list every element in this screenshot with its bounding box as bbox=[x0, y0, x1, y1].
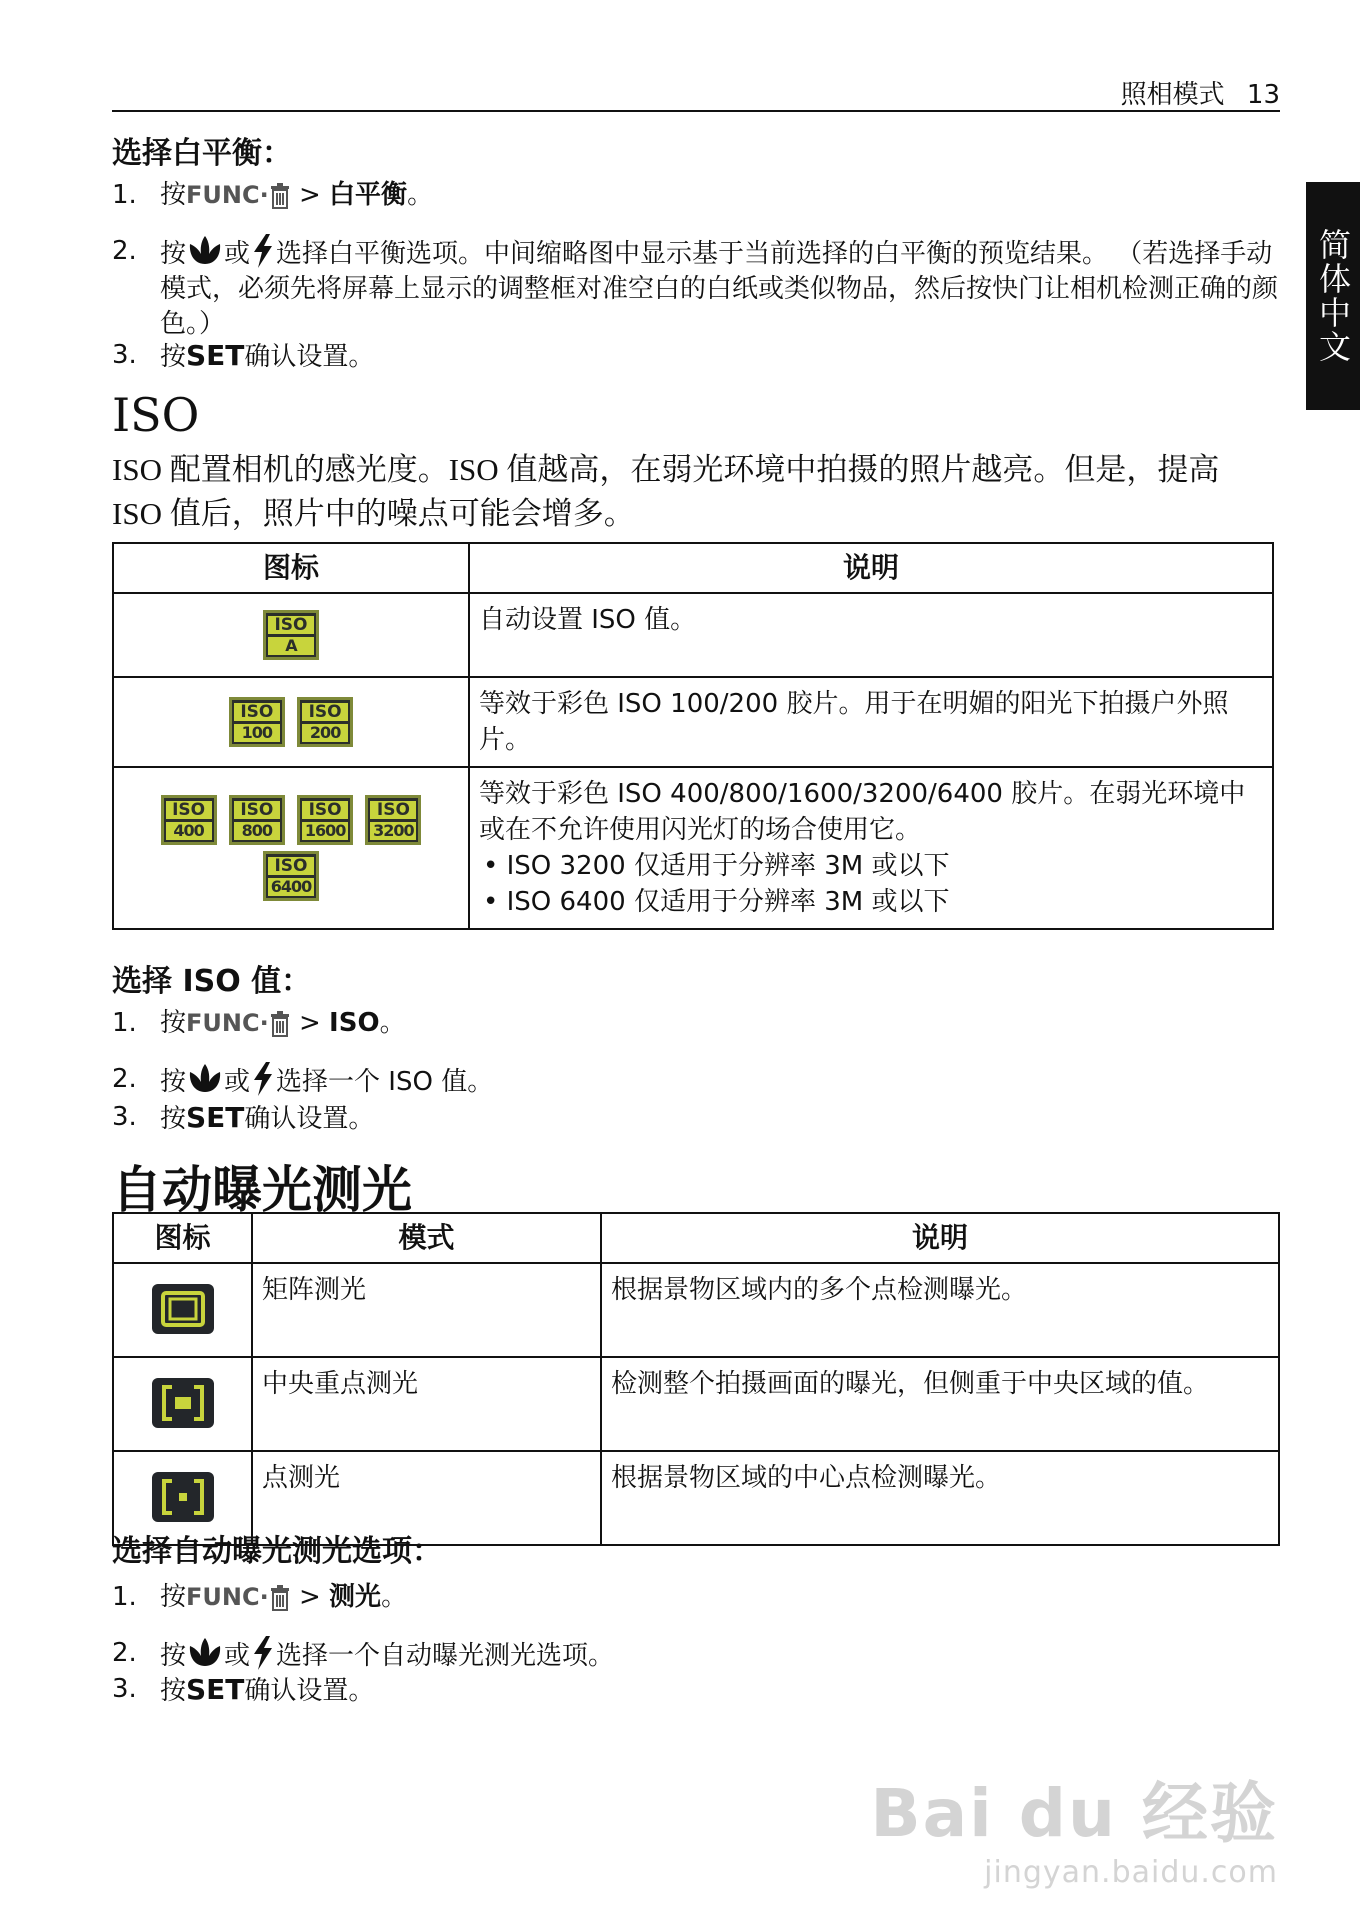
iso-3200-icon: ISO 3200 bbox=[365, 795, 421, 845]
step-number: 3. bbox=[112, 1674, 137, 1704]
wb-step-2 bbox=[0, 234, 1300, 344]
iso-1600-icon: ISO 1600 bbox=[297, 795, 353, 845]
trash-icon bbox=[269, 1011, 291, 1037]
desc-cell: 自动设置 ISO 值。 bbox=[469, 593, 1273, 677]
or-label: 或 bbox=[224, 239, 251, 269]
iso-400-icon: ISO 400 bbox=[161, 795, 217, 845]
press-label: 按 bbox=[160, 1641, 187, 1671]
press-label: 按 bbox=[160, 1067, 187, 1097]
table-row bbox=[113, 1263, 1279, 1357]
trash-icon bbox=[269, 1585, 291, 1611]
bullet-item: • ISO 3200 仅适用于分辨率 3M 或以下 bbox=[483, 851, 950, 881]
press-label: 按 bbox=[160, 1676, 187, 1706]
icon-cell bbox=[113, 1263, 252, 1357]
iso-heading: ISO bbox=[112, 388, 200, 442]
desc-cell: 等效于彩色 ISO 100/200 胶片。用于在明媚的阳光下拍摄户外照片。 bbox=[469, 677, 1273, 767]
iso-6400-icon: ISO 6400 bbox=[263, 851, 319, 901]
period: 。 bbox=[379, 1008, 406, 1038]
matrix-metering-icon bbox=[152, 1284, 214, 1334]
step-number: 3. bbox=[112, 340, 137, 370]
col-header-icon: 图标 bbox=[113, 1213, 252, 1263]
watermark bbox=[870, 1760, 1278, 1890]
set-button-label: SET bbox=[186, 1101, 245, 1134]
page-number: 13 bbox=[1246, 80, 1280, 110]
col-header-mode: 模式 bbox=[252, 1213, 601, 1263]
iso-800-icon: ISO 800 bbox=[229, 795, 285, 845]
table-row bbox=[113, 1357, 1279, 1451]
func-button-label: FUNC· bbox=[186, 1009, 269, 1037]
iso-step-1 bbox=[0, 1006, 1300, 1046]
step-text: 确认设置。 bbox=[244, 1104, 375, 1134]
arrow-sep: > bbox=[298, 1582, 321, 1612]
col-header-desc: 说明 bbox=[469, 543, 1273, 593]
center-weighted-metering-icon bbox=[152, 1378, 214, 1428]
press-label: 按 bbox=[160, 1104, 187, 1134]
ae-step-2 bbox=[0, 1636, 1300, 1676]
iso-select-title: 选择 ISO 值： bbox=[112, 964, 312, 999]
set-button-label: SET bbox=[186, 339, 245, 372]
watermark-brand: Bai du 经验 bbox=[870, 1775, 1278, 1852]
spot-metering-icon bbox=[152, 1472, 214, 1522]
col-header-icon: 图标 bbox=[113, 543, 469, 593]
step-number: 1. bbox=[112, 180, 137, 210]
step-number: 2. bbox=[112, 1638, 137, 1668]
col-header-desc: 说明 bbox=[601, 1213, 1279, 1263]
icon-cell bbox=[113, 677, 469, 767]
macro-flower-icon bbox=[186, 1062, 224, 1096]
flash-icon bbox=[250, 1636, 276, 1670]
step-text: 确认设置。 bbox=[244, 1676, 375, 1706]
step-text: 选择一个 ISO 值。 bbox=[276, 1067, 494, 1097]
bullet-item: • ISO 6400 仅适用于分辨率 3M 或以下 bbox=[483, 887, 950, 917]
menu-target: ISO bbox=[329, 1008, 380, 1038]
header-section: 照相模式 bbox=[1120, 80, 1225, 110]
macro-flower-icon bbox=[186, 234, 224, 268]
iso-step-2 bbox=[0, 1062, 1300, 1102]
ae-step-3 bbox=[0, 1672, 1300, 1712]
or-label: 或 bbox=[224, 1641, 251, 1671]
step-number: 2. bbox=[112, 236, 137, 266]
icon-cell bbox=[113, 1357, 252, 1451]
header-rule bbox=[112, 110, 1280, 112]
step-number: 3. bbox=[112, 1102, 137, 1132]
table-header-row bbox=[113, 543, 1273, 593]
wb-title: 选择白平衡： bbox=[112, 136, 292, 171]
ae-select-title: 选择自动曝光测光选项： bbox=[112, 1534, 442, 1569]
press-label: 按 bbox=[160, 342, 187, 372]
mode-cell: 矩阵测光 bbox=[252, 1263, 601, 1357]
iso-table bbox=[112, 542, 1274, 930]
desc-cell: 根据景物区域内的多个点检测曝光。 bbox=[601, 1263, 1279, 1357]
step-number: 1. bbox=[112, 1008, 137, 1038]
iso-100-icon: ISO 100 bbox=[229, 697, 285, 747]
desc-cell: 检测整个拍摄画面的曝光，但侧重于中央区域的值。 bbox=[601, 1357, 1279, 1451]
func-button-label: FUNC· bbox=[186, 1583, 269, 1611]
step-text: 确认设置。 bbox=[244, 342, 375, 372]
period: 。 bbox=[407, 180, 434, 210]
table-header-row bbox=[113, 1213, 1279, 1263]
step-number: 1. bbox=[112, 1582, 137, 1612]
step-number: 2. bbox=[112, 1064, 137, 1094]
iso-step-3 bbox=[0, 1100, 1300, 1140]
ae-table bbox=[112, 1212, 1280, 1546]
icon-cell bbox=[113, 767, 469, 929]
period: 。 bbox=[381, 1582, 408, 1612]
page-header bbox=[1107, 74, 1280, 111]
menu-target: 白平衡 bbox=[329, 180, 408, 210]
wb-step-3 bbox=[0, 338, 1300, 378]
set-button-label: SET bbox=[186, 1673, 245, 1706]
trash-icon bbox=[269, 183, 291, 209]
table-row bbox=[113, 767, 1273, 929]
macro-flower-icon bbox=[186, 1636, 224, 1670]
desc-cell bbox=[469, 767, 1273, 929]
flash-icon bbox=[250, 1062, 276, 1096]
press-label: 按 bbox=[160, 1008, 187, 1038]
desc-text: 等效于彩色 ISO 400/800/1600/3200/6400 胶片。在弱光环境中或在不允许使用闪光灯的场合使用它。 bbox=[479, 779, 1246, 845]
press-label: 按 bbox=[160, 239, 187, 269]
desc-cell: 根据景物区域的中心点检测曝光。 bbox=[601, 1451, 1279, 1545]
language-tab: 简体中文 bbox=[1306, 182, 1360, 410]
step-text: 选择白平衡选项。中间缩略图中显示基于当前选择的白平衡的预览结果。 （若选择手动模式，必须先将屏幕上显示的调整框对准空白的白纸或类似物品，然后按快门让相机检测正确的颜色。） bbox=[160, 239, 1279, 339]
press-label: 按 bbox=[160, 180, 187, 210]
wb-step-1 bbox=[0, 178, 1300, 218]
iso-description: ISO 配置相机的感光度。ISO 值越高，在弱光环境中拍摄的照片越亮。但是，提高 ISO 值后，照片中的噪点可能会增多。 bbox=[112, 452, 1220, 531]
watermark-url: jingyan.baidu.com bbox=[984, 1855, 1278, 1890]
step-text: 选择一个自动曝光测光选项。 bbox=[276, 1641, 615, 1671]
press-label: 按 bbox=[160, 1582, 187, 1612]
arrow-sep: > bbox=[298, 180, 321, 210]
table-row bbox=[113, 677, 1273, 767]
arrow-sep: > bbox=[298, 1008, 321, 1038]
menu-target: 测光 bbox=[329, 1582, 382, 1612]
ae-step-1 bbox=[0, 1580, 1300, 1620]
flash-icon bbox=[250, 234, 276, 268]
iso-200-icon: ISO 200 bbox=[297, 697, 353, 747]
func-button-label: FUNC· bbox=[186, 181, 269, 209]
mode-cell: 点测光 bbox=[252, 1451, 601, 1545]
table-row bbox=[113, 593, 1273, 677]
or-label: 或 bbox=[224, 1067, 251, 1097]
mode-cell: 中央重点测光 bbox=[252, 1357, 601, 1451]
ae-heading: 自动曝光测光 bbox=[112, 1161, 412, 1219]
iso-auto-icon: ISO A bbox=[263, 610, 319, 660]
icon-cell bbox=[113, 593, 469, 677]
